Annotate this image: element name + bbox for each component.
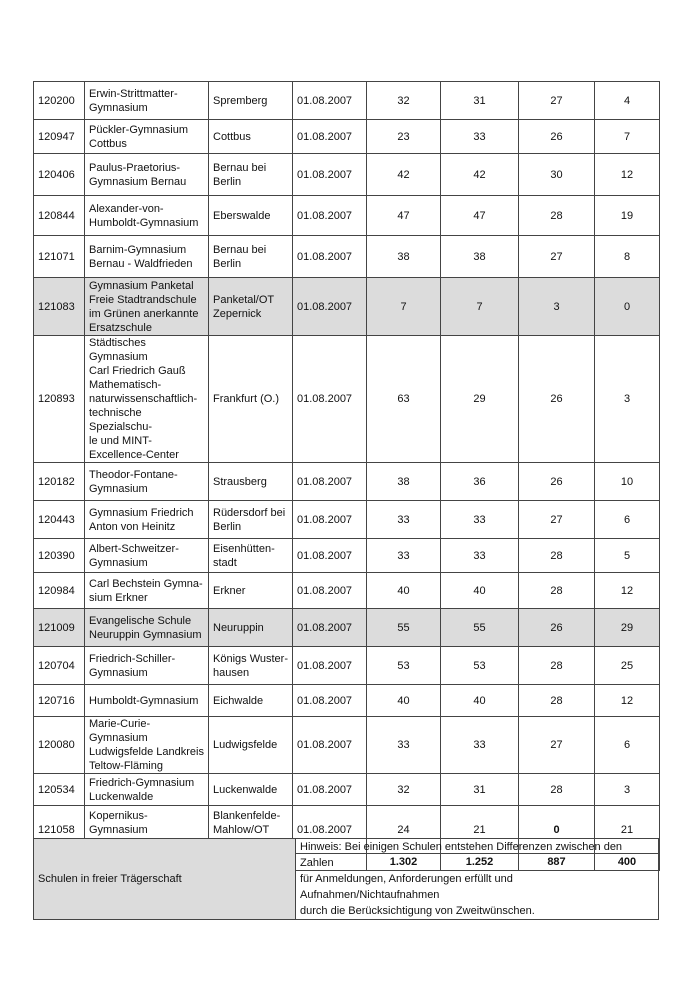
school-name-line: Humboldt-Gymnasium (89, 216, 199, 229)
school-number: 120200 (34, 82, 85, 120)
school-location (209, 774, 293, 806)
value-4: 12 (595, 154, 660, 196)
value-2: 42 (441, 154, 519, 196)
school-name (85, 463, 209, 501)
school-number: 120704 (34, 647, 85, 685)
school-number: 121083 (34, 278, 85, 336)
value-4: 19 (595, 196, 660, 236)
school-name-line: Gymnasium Friedrich (89, 506, 194, 519)
value-3: 28 (519, 647, 595, 685)
school-location-line: hausen (213, 666, 250, 679)
school-name-line: Erwin-Strittmatter- (89, 87, 178, 100)
value-4: 21 (595, 806, 660, 854)
value-3: 27 (519, 717, 595, 774)
school-name (85, 336, 209, 463)
school-name-line: Marie-Curie-Gymnasium (89, 718, 151, 744)
school-number: 120406 (34, 154, 85, 196)
school-number: 121058 (34, 806, 85, 854)
school-number: 120182 (34, 463, 85, 501)
value-3: 3 (519, 278, 595, 336)
date: 01.08.2007 (293, 717, 367, 774)
note-label: Schulen in freier Trägerschaft (34, 839, 296, 920)
school-location-line: Neuruppin (213, 621, 264, 634)
school-number: 121009 (34, 609, 85, 647)
value-1: 42 (367, 154, 441, 196)
note-line: durch die Berücksichtigung von Zweitwünschen. (300, 905, 535, 917)
school-name-line: Friedrich-Gymnasium (89, 776, 195, 789)
sum-value-4: 400 (595, 854, 660, 871)
value-1: 38 (367, 236, 441, 278)
school-name-line: Gymnasium (89, 666, 148, 679)
value-1: 40 (367, 573, 441, 609)
value-2: 33 (441, 717, 519, 774)
date: 01.08.2007 (293, 573, 367, 609)
school-name (85, 685, 209, 717)
school-name (85, 278, 209, 336)
school-name-line: Gymnasium Bernau (89, 175, 187, 188)
note-text (296, 839, 659, 920)
school-name (85, 236, 209, 278)
date: 01.08.2007 (293, 806, 367, 854)
school-location-line: Strausberg (213, 475, 267, 488)
school-name-line: Alexander-von- (89, 202, 164, 215)
school-location-line: Eichwalde (213, 694, 264, 707)
value-1: 32 (367, 82, 441, 120)
school-name (85, 573, 209, 609)
date: 01.08.2007 (293, 154, 367, 196)
value-2: 47 (441, 196, 519, 236)
school-name-line: Städtisches Gymnasium (89, 337, 148, 363)
school-name (85, 609, 209, 647)
table-row (34, 501, 660, 539)
value-4: 3 (595, 336, 660, 463)
table-row (34, 539, 660, 573)
school-location (209, 609, 293, 647)
school-location-line: Berlin (213, 175, 242, 188)
value-4: 4 (595, 82, 660, 120)
value-4: 6 (595, 717, 660, 774)
value-3: 27 (519, 236, 595, 278)
school-location-line: Eisenhütten- (213, 542, 275, 555)
date: 01.08.2007 (293, 647, 367, 685)
date: 01.08.2007 (293, 236, 367, 278)
value-1: 33 (367, 501, 441, 539)
value-4: 7 (595, 120, 660, 154)
value-3: 26 (519, 609, 595, 647)
school-location (209, 539, 293, 573)
value-4: 12 (595, 573, 660, 609)
school-name-line: Ersatzschule (89, 321, 152, 334)
value-2: 55 (441, 609, 519, 647)
school-name (85, 82, 209, 120)
table-row (34, 236, 660, 278)
value-2: 36 (441, 463, 519, 501)
table-row (34, 609, 660, 647)
school-location-line: Rüdersdorf bei (213, 506, 286, 519)
school-location-line: Luckenwalde (213, 783, 278, 796)
school-location-line: Berlin (213, 520, 242, 533)
school-name-line: Mathematisch- (89, 379, 162, 391)
date: 01.08.2007 (293, 82, 367, 120)
school-location (209, 82, 293, 120)
value-3: 28 (519, 774, 595, 806)
value-2: 38 (441, 236, 519, 278)
value-4: 29 (595, 609, 660, 647)
value-3: 28 (519, 573, 595, 609)
school-number: 120844 (34, 196, 85, 236)
date: 01.08.2007 (293, 336, 367, 463)
school-name-line: Teltow-Fläming (89, 760, 163, 772)
value-3: 26 (519, 336, 595, 463)
value-3: 27 (519, 82, 595, 120)
school-name-line: Friedrich-Schiller- (89, 652, 176, 665)
value-1: 23 (367, 120, 441, 154)
value-3: 28 (519, 539, 595, 573)
sum-value-1: 1.302 (367, 854, 441, 871)
value-4: 5 (595, 539, 660, 573)
sum-value-3: 887 (519, 854, 595, 871)
school-name-line: sium Erkner (89, 591, 148, 604)
value-2: 53 (441, 647, 519, 685)
value-1: 33 (367, 539, 441, 573)
date: 01.08.2007 (293, 685, 367, 717)
table-row (34, 120, 660, 154)
school-name (85, 501, 209, 539)
school-name-line: le und MINT- (89, 435, 152, 447)
value-4: 12 (595, 685, 660, 717)
school-number: 120080 (34, 717, 85, 774)
school-name-line: Ludwigsfelde Landkreis (89, 746, 204, 758)
table-row (34, 573, 660, 609)
school-name (85, 196, 209, 236)
school-location-line: Bernau bei (213, 161, 267, 174)
table-row (34, 463, 660, 501)
school-number: 120984 (34, 573, 85, 609)
school-location-line: Spremberg (213, 94, 268, 107)
date: 01.08.2007 (293, 196, 367, 236)
school-name-line: Albert-Schweitzer- (89, 542, 179, 555)
school-name-line: Gymnasium (89, 101, 148, 114)
school-location-line: Zepernick (213, 307, 262, 320)
date: 01.08.2007 (293, 120, 367, 154)
date: 01.08.2007 (293, 501, 367, 539)
table-row (34, 336, 660, 463)
school-name-line: Anton von Heinitz (89, 520, 176, 533)
school-location-line: Eberswalde (213, 209, 271, 222)
value-2: 40 (441, 573, 519, 609)
school-number: 120893 (34, 336, 85, 463)
value-1: 53 (367, 647, 441, 685)
school-location (209, 336, 293, 463)
value-4: 0 (595, 278, 660, 336)
value-4: 6 (595, 501, 660, 539)
school-location-line: Cottbus (213, 130, 251, 143)
value-2: 31 (441, 774, 519, 806)
school-location (209, 685, 293, 717)
school-location-line: Königs Wuster- (213, 652, 288, 665)
value-1: 33 (367, 717, 441, 774)
school-name-line: Neuruppin Gymnasium (89, 628, 202, 641)
school-location-line: Blankenfelde- (213, 809, 281, 822)
school-name (85, 774, 209, 806)
value-2: 7 (441, 278, 519, 336)
school-location (209, 278, 293, 336)
value-1: 63 (367, 336, 441, 463)
school-name-line: Carl Bechstein Gymna- (89, 577, 203, 590)
school-name (85, 120, 209, 154)
school-location-line: stadt (213, 556, 237, 569)
school-name-line: Excellence-Center (89, 449, 179, 461)
sum-value-2: 1.252 (441, 854, 519, 871)
value-1: 24 (367, 806, 441, 854)
school-name (85, 539, 209, 573)
school-location (209, 717, 293, 774)
value-3: 27 (519, 501, 595, 539)
school-number: 120390 (34, 539, 85, 573)
value-3: 28 (519, 196, 595, 236)
school-location-line: Erkner (213, 584, 246, 597)
date: 01.08.2007 (293, 774, 367, 806)
school-location (209, 501, 293, 539)
value-2: 33 (441, 120, 519, 154)
school-name-line: Bernau - Waldfrieden (89, 257, 193, 270)
school-location (209, 236, 293, 278)
school-location (209, 647, 293, 685)
value-3: 28 (519, 685, 595, 717)
table-row (34, 717, 660, 774)
table-row (34, 196, 660, 236)
date: 01.08.2007 (293, 539, 367, 573)
value-2: 21 (441, 806, 519, 854)
school-number: 120534 (34, 774, 85, 806)
value-2: 40 (441, 685, 519, 717)
school-number: 120443 (34, 501, 85, 539)
school-location (209, 154, 293, 196)
table-row (34, 774, 660, 806)
school-name-line: Barnim-Gymnasium (89, 243, 187, 256)
value-3: 26 (519, 463, 595, 501)
school-name-line: Paulus-Praetorius- (89, 161, 181, 174)
school-location-line: Mahlow/OT (213, 823, 270, 836)
value-1: 55 (367, 609, 441, 647)
school-name-line: naturwissenschaftlich- (89, 393, 198, 405)
table-body (34, 82, 660, 854)
school-number: 120716 (34, 685, 85, 717)
school-location-line: Panketal/OT (213, 293, 275, 306)
school-name-line: Evangelische Schule (89, 614, 192, 627)
schools-table (33, 81, 660, 871)
school-name-line: Gymnasium (89, 482, 148, 495)
school-name-line: Luckenwalde (89, 790, 154, 803)
note-line: für Anmeldungen, Anforderungen erfüllt und Aufnahmen/Nichtaufnahmen (300, 873, 513, 901)
value-3: 26 (519, 120, 595, 154)
school-name-line: Cottbus (89, 137, 127, 150)
value-3: 0 (519, 806, 595, 854)
school-location-line: Frankfurt (O.) (213, 393, 280, 405)
school-location (209, 573, 293, 609)
value-4: 25 (595, 647, 660, 685)
school-name (85, 154, 209, 196)
school-name-line: Freie Stadtrandschule (89, 293, 197, 306)
school-name-line: im Grünen anerkannte (89, 307, 199, 320)
school-location-line: Ludwigsfelde (213, 739, 278, 751)
school-name (85, 647, 209, 685)
school-location (209, 120, 293, 154)
school-name-line: technische Spezialschu- (89, 407, 152, 433)
school-location (209, 463, 293, 501)
school-name-line: Carl Friedrich Gauß (89, 365, 186, 377)
table-row (34, 278, 660, 336)
table-row (34, 82, 660, 120)
school-name-line: Kopernikus-Gymnasium (89, 809, 148, 836)
school-number: 121071 (34, 236, 85, 278)
date: 01.08.2007 (293, 278, 367, 336)
value-4: 10 (595, 463, 660, 501)
school-location (209, 196, 293, 236)
value-2: 29 (441, 336, 519, 463)
table-row (34, 647, 660, 685)
school-name (85, 717, 209, 774)
value-1: 7 (367, 278, 441, 336)
value-1: 38 (367, 463, 441, 501)
date: 01.08.2007 (293, 609, 367, 647)
value-2: 31 (441, 82, 519, 120)
date: 01.08.2007 (293, 463, 367, 501)
school-number: 120947 (34, 120, 85, 154)
school-name-line: Gymnasium Panketal (89, 279, 194, 292)
school-location-line: Berlin (213, 257, 242, 270)
value-3: 30 (519, 154, 595, 196)
note-table (33, 838, 659, 920)
school-name-line: Pückler-Gymnasium (89, 123, 189, 136)
value-2: 33 (441, 501, 519, 539)
table-row (34, 154, 660, 196)
value-1: 32 (367, 774, 441, 806)
school-name-line: Theodor-Fontane- (89, 468, 178, 481)
value-2: 33 (441, 539, 519, 573)
value-4: 8 (595, 236, 660, 278)
school-name-line: Gymnasium (89, 556, 148, 569)
school-name-line: Humboldt-Gymnasium (89, 694, 199, 707)
value-4: 3 (595, 774, 660, 806)
note-line: Hinweis: Bei einigen Schulen entstehen Differenzen zwischen den Zahlen (300, 841, 623, 869)
table-row (34, 685, 660, 717)
value-1: 40 (367, 685, 441, 717)
school-location-line: Bernau bei (213, 243, 267, 256)
value-1: 47 (367, 196, 441, 236)
